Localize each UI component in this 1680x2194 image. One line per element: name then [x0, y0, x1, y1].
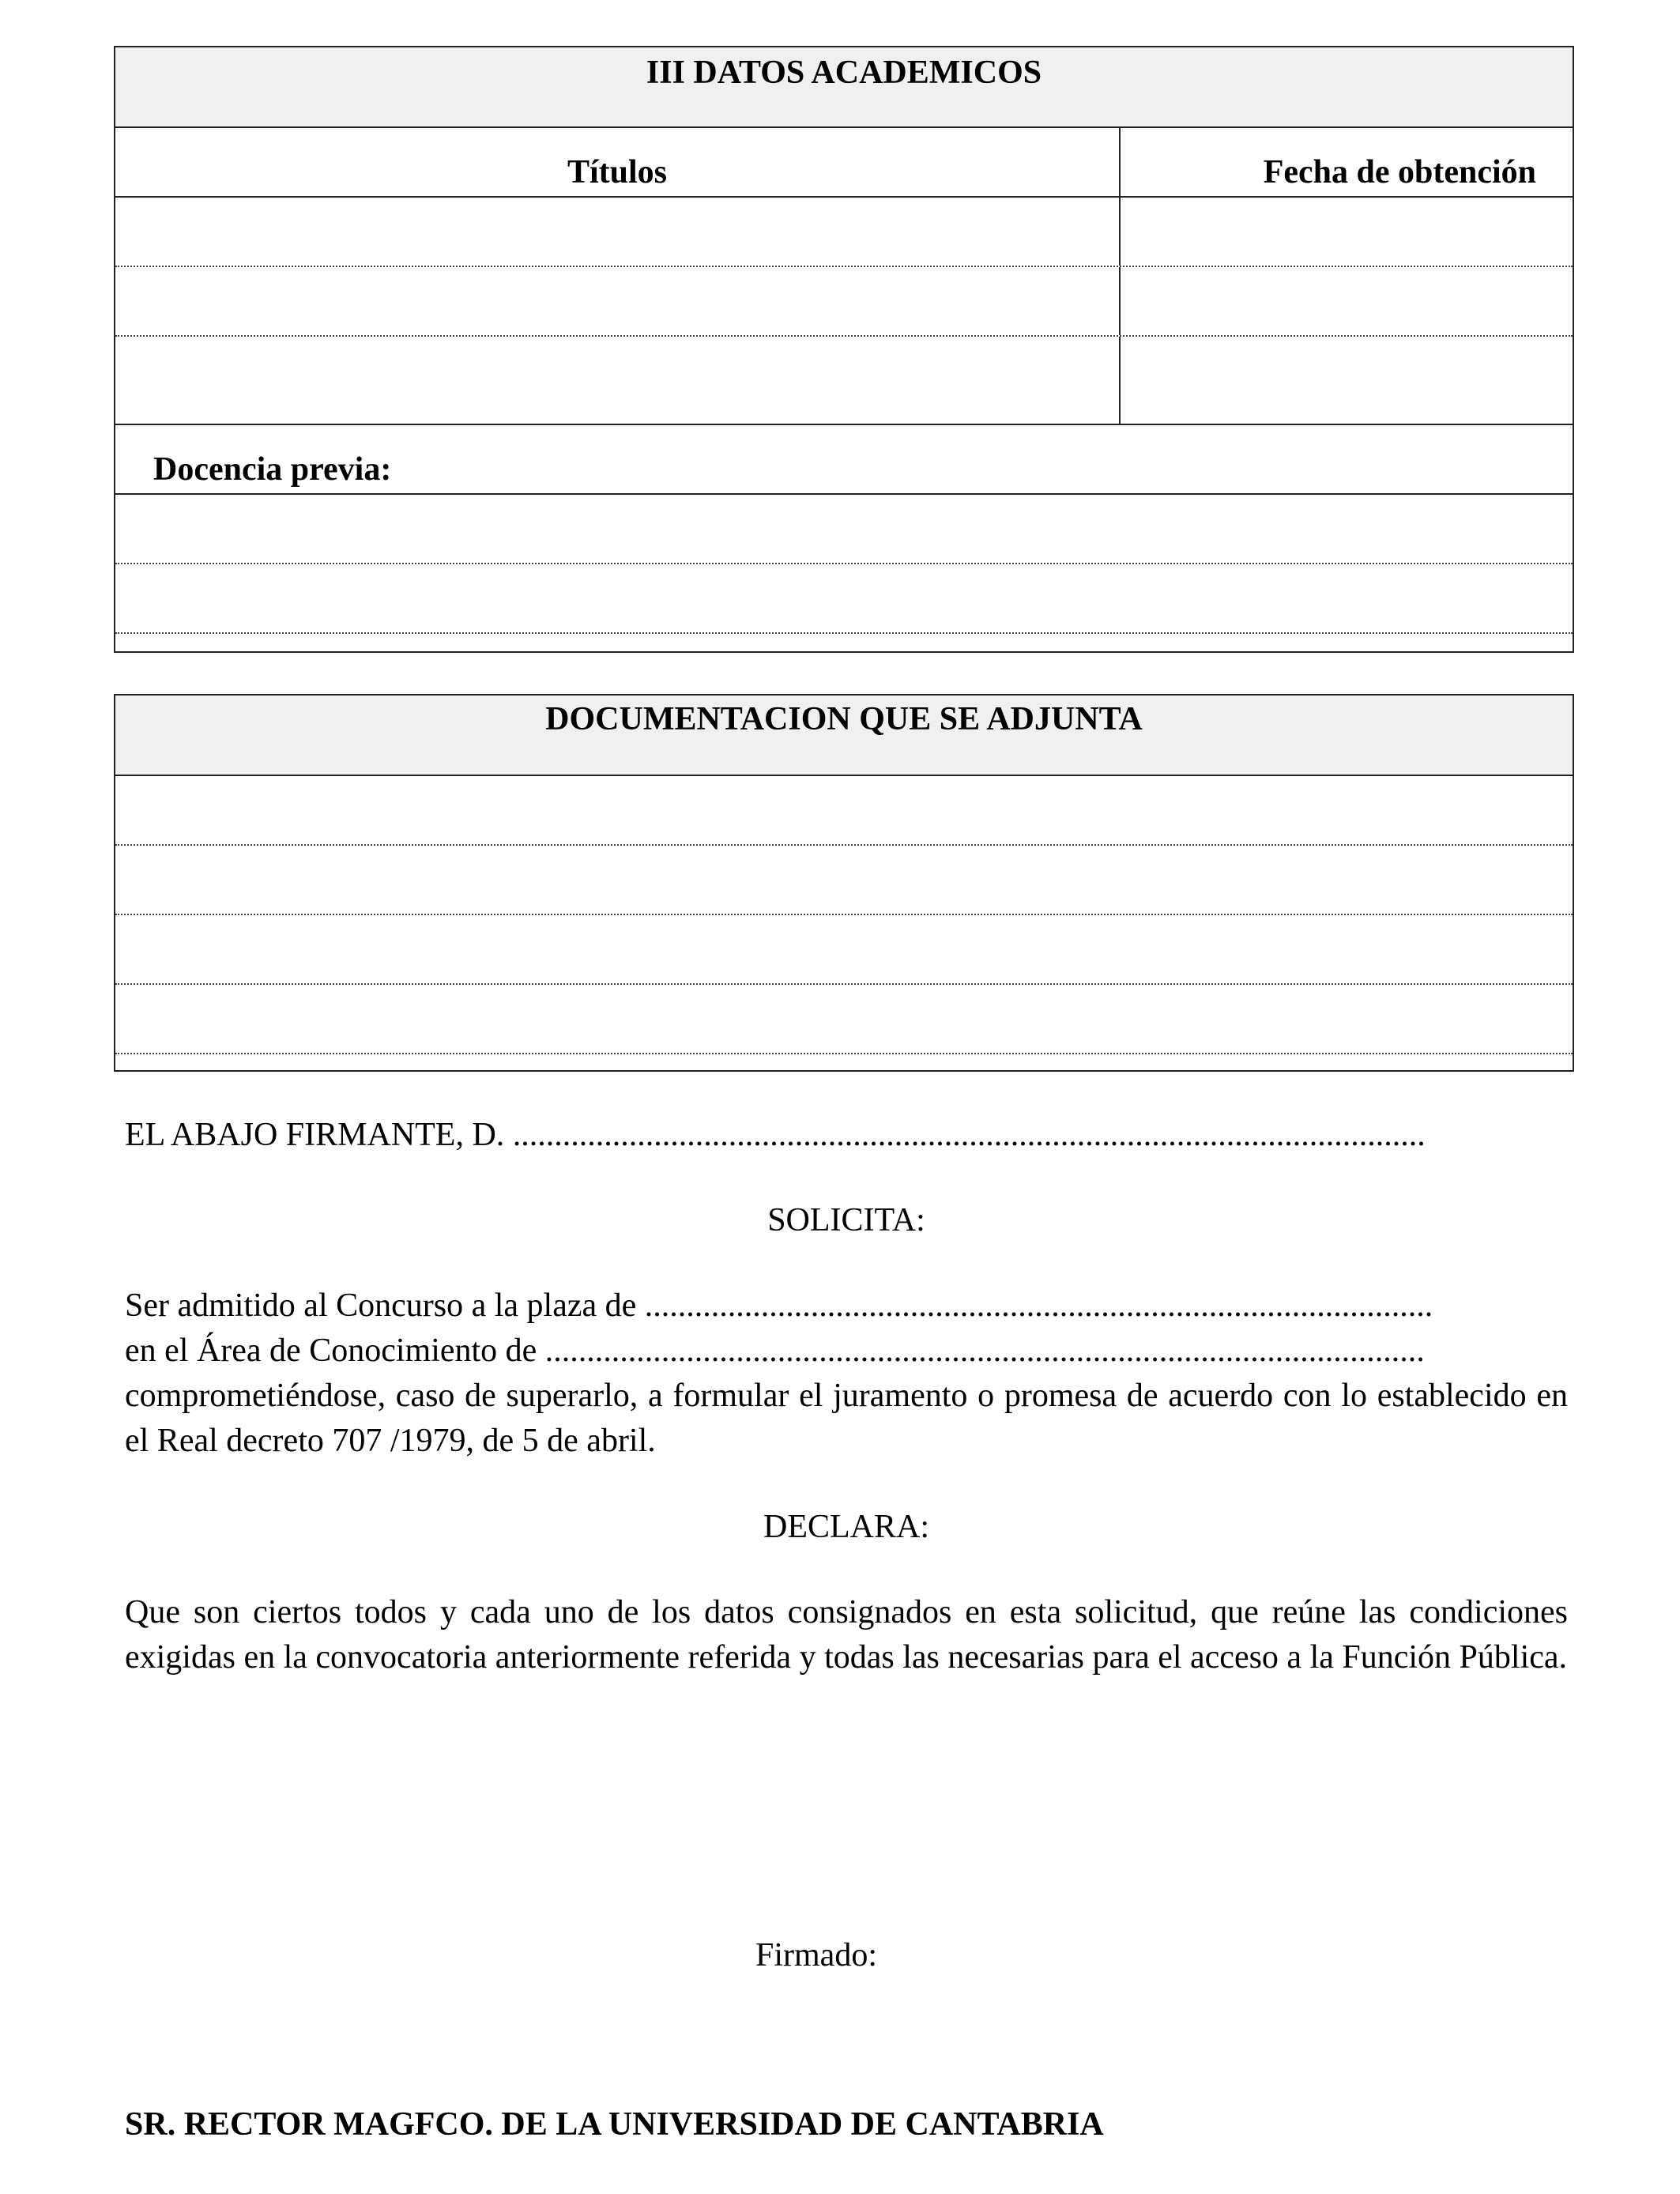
- academic-row-3: [115, 337, 1573, 425]
- documentation-field-1[interactable]: [115, 776, 1573, 846]
- documentation-field-2[interactable]: [115, 846, 1573, 915]
- title-field-3[interactable]: [115, 337, 1121, 424]
- documentation-table: [114, 694, 1574, 1072]
- documentation-field-3[interactable]: [115, 915, 1573, 985]
- request-line-area: en el Área de Conocimiento de ..........................................................................................................: [125, 1333, 1425, 1369]
- request-paragraph: comprometiéndose, caso de superarlo, a formular el juramento o promesa de acuerdo con lo establecido en el Real decreto 707 /1979, de 5 de abril.: [125, 1378, 1568, 1459]
- academic-data-title: III DATOS ACADEMICOS: [115, 47, 1573, 128]
- teaching-field-2[interactable]: [115, 564, 1573, 634]
- date-field-3[interactable]: [1121, 337, 1573, 424]
- solicita-heading: SOLICITA:: [767, 1202, 925, 1238]
- declara-paragraph: Que son ciertos todos y cada uno de los datos consignados en esta solicitud, que reúne las condiciones exigidas en la convocatoria anteriormente referida y todas las necesarias para el acceso a la Función Pública.: [125, 1594, 1568, 1676]
- signed-label: Firmado:: [755, 1937, 877, 1973]
- documentation-title: DOCUMENTACION QUE SE ADJUNTA: [115, 696, 1573, 776]
- titles-column-header: Títulos: [115, 128, 1121, 196]
- date-field-2[interactable]: [1121, 267, 1573, 335]
- declara-heading: DECLARA:: [763, 1509, 929, 1545]
- date-column-header: Fecha de obtención: [1263, 154, 1536, 190]
- addressee: SR. RECTOR MAGFCO. DE LA UNIVERSIDAD DE CANTABRIA: [125, 2106, 1104, 2143]
- previous-teaching-label: Docencia previa:: [153, 451, 392, 488]
- academic-columns-header: [115, 128, 1573, 198]
- academic-data-table: [114, 46, 1574, 653]
- academic-row-2: [115, 267, 1573, 337]
- teaching-field-1[interactable]: [115, 495, 1573, 564]
- request-line-post: Ser admitido al Concurso a la plaza de ...............................................................................................: [125, 1287, 1433, 1324]
- documentation-field-4[interactable]: [115, 985, 1573, 1054]
- title-field-2[interactable]: [115, 267, 1121, 335]
- date-field-1[interactable]: [1121, 198, 1573, 266]
- academic-row-1: [115, 198, 1573, 267]
- signer-line: EL ABAJO FIRMANTE, D. ..............................................................................................................: [125, 1117, 1426, 1153]
- teaching-label-row: [115, 425, 1573, 495]
- title-field-1[interactable]: [115, 198, 1121, 266]
